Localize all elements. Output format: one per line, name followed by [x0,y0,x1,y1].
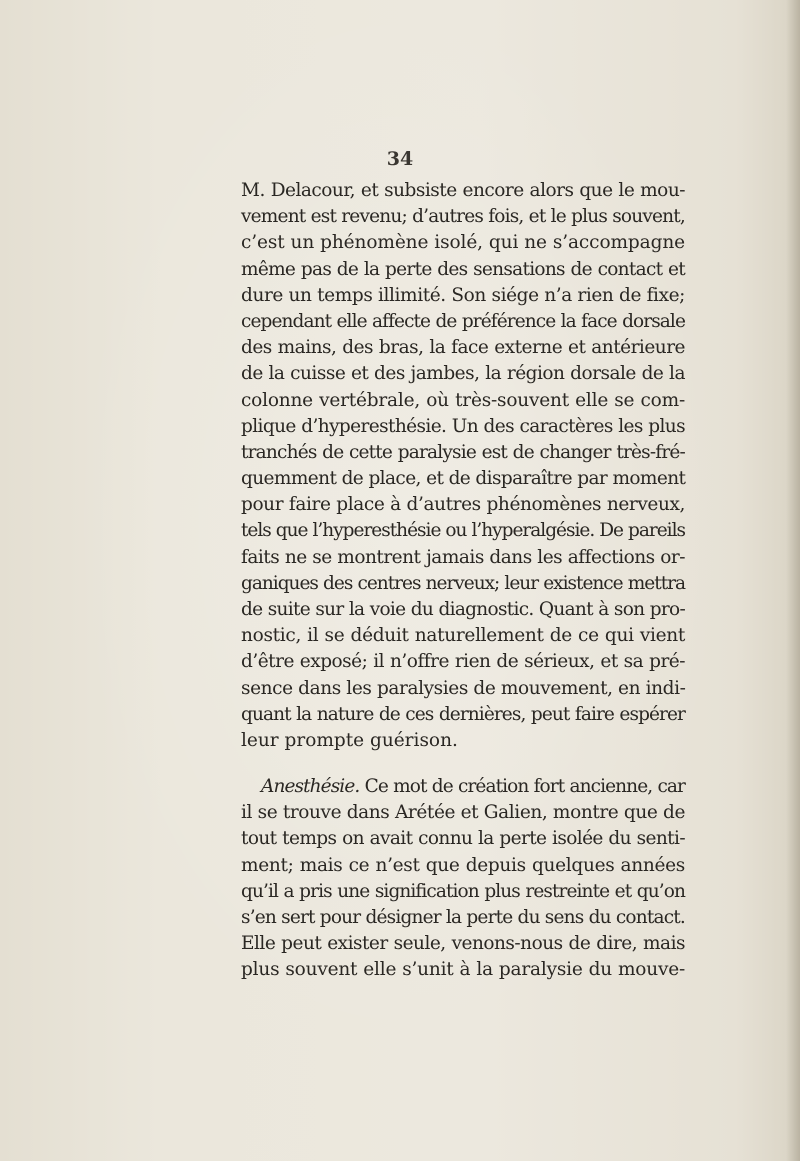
text-line: vement est revenu; d’autres fois, et le plus souvent, [241,206,685,228]
text-line: il se trouve dans Arétée et Galien, montre que de [241,802,685,824]
text-line: sence dans les paralysies de mouvement, en indi- [241,677,686,699]
text-line: de la cuisse et des jambes, la région dorsale de la [241,363,685,385]
text-line: cependant elle affecte de préférence la face dorsale [241,310,685,332]
text-line: dure un temps illimité. Son siége n’a rien de fixe; [241,284,685,306]
text-line: Elle peut exister seule, venons-nous de dire, mais [241,933,685,955]
text-line: M. Delacour, et subsiste encore alors que le mou- [241,180,685,201]
text-line: des mains, des bras, la face externe et antérieure [241,337,685,359]
paragraph-anesthesia [241,774,685,984]
text-line: colonne vertébrale, où très-souvent elle se com- [241,389,685,411]
text-line: tout temps on avait connu la perte isolée du senti- [241,828,685,850]
page-edge-shadow [786,0,800,1161]
text-line: quemment de place, et de disparaître par moment [241,468,686,490]
text-line: plique d’hyperesthésie. Un des caractères les plus [241,415,685,437]
text-line: leur prompte guérison. [241,729,458,751]
text-line: qu’il a pris une signification plus restreinte et qu’on [241,880,685,902]
page-number: 34 [386,148,414,170]
text-line: tranchés de cette paralysie est de changer très-fré- [241,441,685,463]
text-line: s’en sert pour désigner la perte du sens du contact. [241,906,685,928]
text-line: même pas de la perte des sensations de contact et [241,258,685,280]
text-line: quant la nature de ces dernières, peut faire espérer [241,703,685,725]
text-line: ment; mais ce n’est que depuis quelques années [241,854,685,876]
text-line: tels que l’hyperesthésie ou l’hyperalgésie. De pareils [241,520,685,542]
text-line-rest: Ce mot de création fort ancienne, car [359,776,685,797]
text-line: nostic, il se déduit naturellement de ce qui vient [241,625,685,647]
section-heading-anesthesia: Anesthésie. [261,776,360,797]
text-line: pour faire place à d’autres phénomènes nerveux, [241,494,685,516]
text-line: d’être exposé; il n’offre rien de sérieux, et sa pré- [241,651,685,673]
text-line: ganiques des centres nerveux; leur existence mettra [241,572,685,594]
text-line: faits ne se montrent jamais dans les affections or- [241,546,685,568]
text-line [241,774,685,800]
text-line: de suite sur la voie du diagnostic. Quant à son pro- [241,599,685,620]
text-line: c’est un phénomène isolé, qui ne s’accompagne [241,232,685,254]
text-line: plus souvent elle s’unit à la paralysie du mouve- [241,959,685,981]
paragraph-paralysis-sensation [241,178,685,754]
